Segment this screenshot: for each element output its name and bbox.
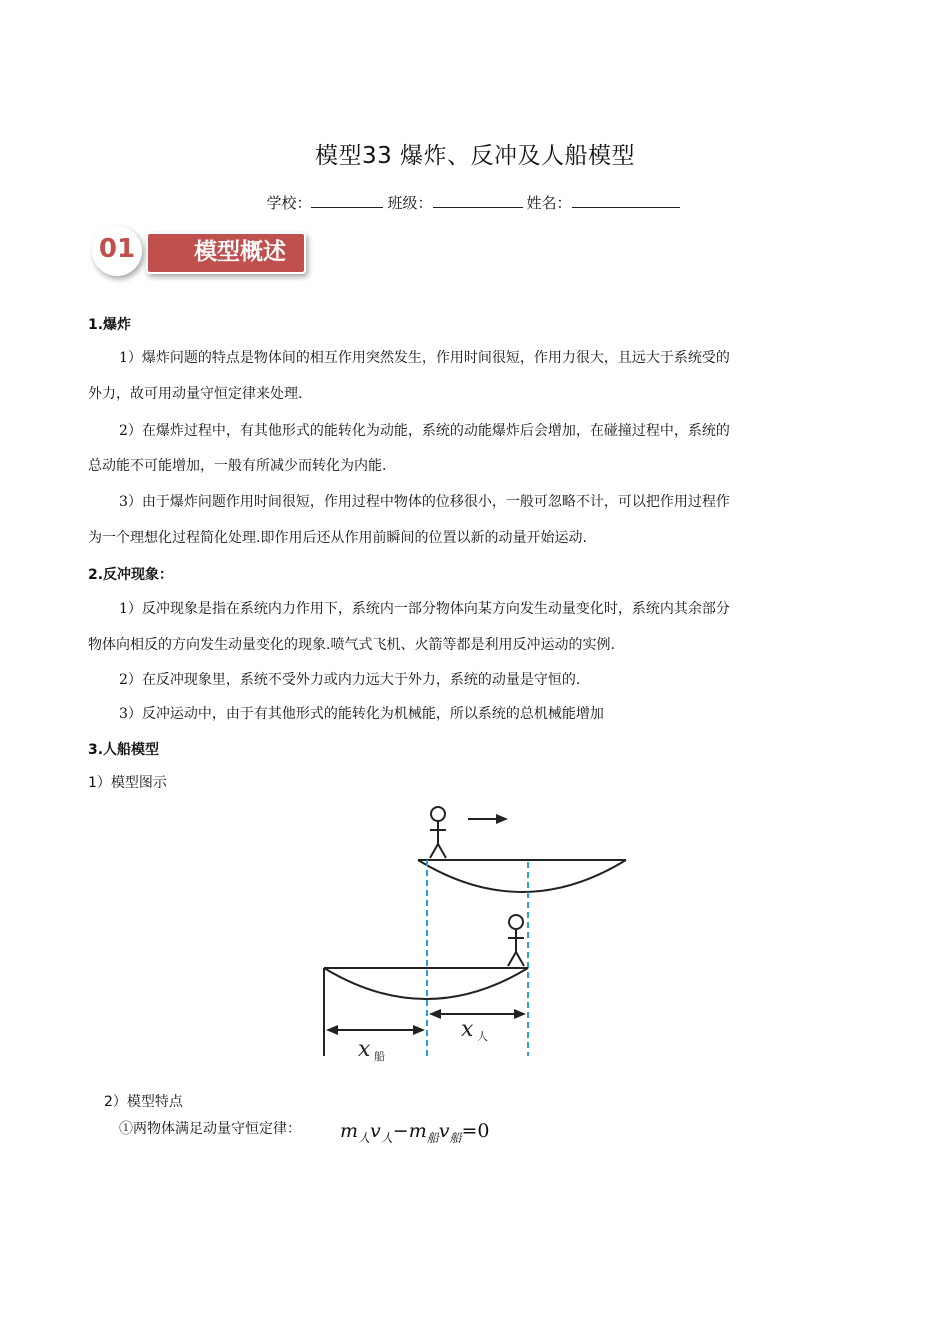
eq-sub-man2: 人 (380, 1130, 393, 1145)
point1-text: ①两物体满足动量守恒定律： (119, 1121, 301, 1137)
person-before-icon (430, 807, 446, 858)
recoil-p2: 2）在反冲现象里，系统不受外力或内力远大于外力，系统的动量是守恒的. (119, 672, 581, 688)
section-badge-number: 01 (98, 234, 136, 264)
eq-sub-boat2: 船 (449, 1130, 462, 1145)
heading-man-boat: 3.人船模型 (88, 742, 160, 758)
explosion-p3-line1: 3）由于爆炸问题作用时间很短，作用过程中物体的位移很小，一般可忽略不计，可以把作用过程作 (119, 494, 730, 510)
eq-m2: m (408, 1120, 427, 1142)
recoil-p3: 3）反冲运动中，由于有其他形式的能转化为机械能，所以系统的总机械能增加 (119, 706, 604, 722)
eq-sub-boat1: 船 (426, 1130, 439, 1145)
name-label: 姓名： (526, 194, 572, 212)
recoil-p1-line2: 物体向相反的方向发生动量变化的现象.喷气式飞机、火箭等都是利用反冲运动的实例. (88, 637, 615, 653)
explosion-p2-line1: 2）在爆炸过程中，有其他形式的能转化为动能，系统的动能爆炸后会增加，在碰撞过程中，系统的 (119, 423, 730, 439)
x-man-subscript: 人 (477, 1030, 488, 1043)
eq-m1: m (340, 1120, 359, 1142)
section-badge-bar (146, 232, 306, 274)
man-boat-sub1: 1）模型图示 (88, 775, 167, 791)
heading-recoil: 2.反冲现象： (88, 567, 174, 583)
x-man-dimension (429, 1009, 526, 1019)
man-boat-diagram (310, 798, 650, 1064)
explosion-p2-line2: 总动能不可能增加，一般有所减少而转化为内能. (88, 458, 387, 474)
arrow-right-icon (468, 814, 508, 824)
x-man-label: x (461, 1017, 474, 1042)
eq-v1: v (370, 1120, 381, 1142)
explosion-p3-line2: 为一个理想化过程简化处理.即作用后还从作用前瞬间的位置以新的动量开始运动. (88, 530, 587, 546)
explosion-p1-line1: 1）爆炸问题的特点是物体间的相互作用突然发生，作用时间很短，作用力很大，且远大于系统受的 (119, 350, 730, 366)
x-boat-dimension (326, 1025, 425, 1035)
section-badge-label: 模型概述 (194, 239, 286, 265)
school-blank (311, 193, 383, 208)
recoil-p1-line1: 1）反冲现象是指在系统内力作用下，系统内一部分物体向某方向发生动量变化时，系统内其余部分 (119, 601, 730, 617)
eq-v2: v (438, 1120, 450, 1142)
eq-equals-zero: =0 (461, 1120, 490, 1142)
page-title: 模型33 爆炸、反冲及人船模型 (314, 143, 636, 169)
heading-explosion: 1.爆炸 (88, 317, 132, 333)
man-boat-sub2: 2）模型特点 (104, 1094, 183, 1110)
section-badge (92, 226, 314, 282)
x-boat-label: x (358, 1037, 371, 1062)
class-label: 班级： (387, 194, 433, 212)
class-blank (433, 193, 523, 208)
eq-minus: − (392, 1120, 409, 1142)
explosion-p1-line2: 外力，故可用动量守恒定律来处理. (88, 386, 303, 402)
boat-before (418, 860, 626, 892)
x-boat-subscript: 船 (374, 1050, 385, 1063)
student-info-line (0, 192, 950, 213)
school-label: 学校： (266, 194, 312, 212)
eq-sub-man1: 人 (358, 1130, 371, 1145)
person-after-icon (508, 915, 524, 966)
name-blank (572, 193, 680, 208)
momentum-equation (340, 1120, 490, 1146)
